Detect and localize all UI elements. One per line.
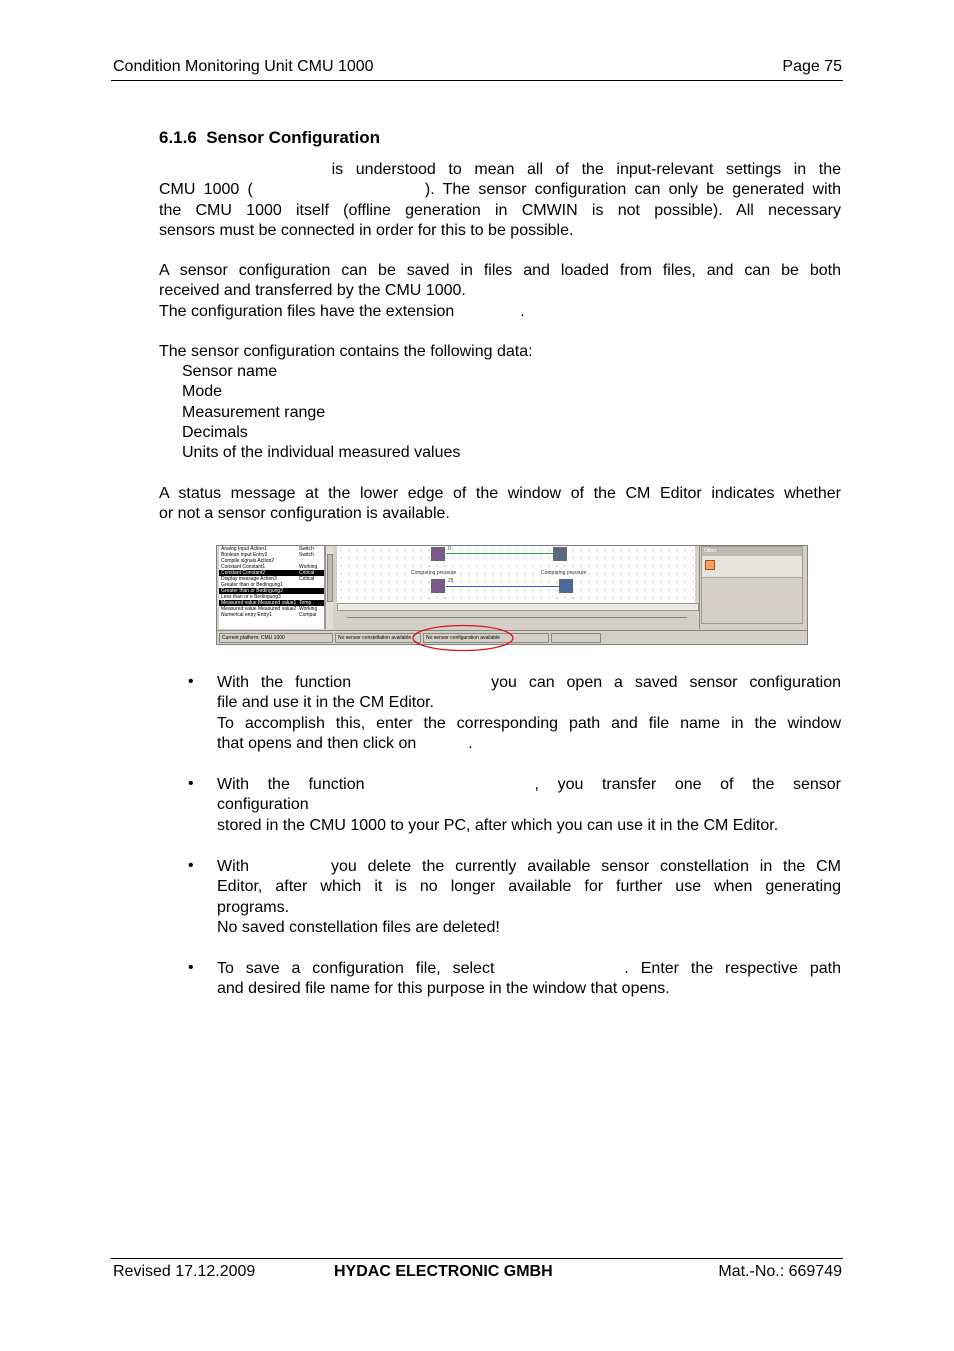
footer-rule — [111, 1258, 843, 1259]
section-heading — [159, 128, 380, 148]
bullet-item — [217, 959, 841, 1000]
text-line: Editor, after which it is no longer available for further use when generating — [217, 878, 841, 896]
node-value: 0 — [448, 546, 451, 552]
node-value: 25 — [448, 578, 454, 584]
footer-revision: Revised 17.12.2009 — [113, 1263, 256, 1280]
status-empty — [551, 633, 601, 643]
bullet-item — [217, 857, 841, 938]
other-pane — [702, 556, 802, 578]
footer-material-number: Mat.-No.: 669749 — [718, 1263, 842, 1280]
tree-scrollbar — [325, 546, 333, 629]
text-line: and desired file name for this purpose in the window that opens. — [217, 980, 670, 998]
data-list — [182, 362, 460, 463]
header-rule — [111, 80, 843, 81]
list-item: Units of the individual measured values — [182, 444, 461, 462]
text-line: No saved constellation files are deleted! — [217, 918, 500, 936]
highlight-ellipse — [410, 622, 516, 654]
list-item: Measurement range — [182, 403, 326, 421]
tree-row: Greater than or Bedingung2 — [219, 588, 324, 594]
files-paragraph — [159, 261, 841, 322]
program-canvas — [337, 546, 695, 608]
link-line-blue — [446, 586, 560, 587]
text-line: that opens and then click on . — [217, 734, 473, 752]
bullet-item — [217, 775, 841, 836]
text-line: file and use it in the CM Editor. — [217, 694, 434, 712]
text-line: CMU 1000 ( ). The sensor configuration can only be generated with — [159, 181, 842, 199]
bullet-dot: • — [188, 857, 194, 874]
text-line: To save a configuration file, select . Enter the respective path — [217, 960, 841, 977]
tree-row: Boolean input Entry2 Switch — [221, 552, 314, 558]
tree-row: Numerical entry Entry1 Compar — [221, 612, 317, 618]
tree-row: Constant Constant1 Working — [221, 564, 318, 570]
zoom-track — [347, 617, 687, 618]
canvas-hscrollbar — [337, 603, 699, 611]
text-line: stored in the CMU 1000 to your PC, after which you can use it in the CM Editor. — [217, 816, 779, 834]
intro-paragraph — [159, 160, 841, 241]
status-platform: Current platform: CMU 1000 — [219, 633, 333, 643]
text-line: A sensor configuration can be saved in files and loaded from files, and can be both — [159, 262, 841, 279]
pane-divider — [699, 546, 700, 629]
tree-row: Compile signals Action2 — [221, 558, 275, 564]
text-line: configuration — [217, 796, 309, 814]
text-line: The configuration files have the extension . — [159, 302, 525, 320]
tree-row: Greater than or Bedingung1 — [221, 582, 283, 588]
text-line: or not a sensor configuration is available. — [159, 505, 450, 523]
note-icon — [705, 560, 715, 570]
bullet-dot: • — [188, 775, 194, 792]
text-line: With you delete the currently available sensor constellation in the CM — [217, 858, 841, 875]
bullet-dot: • — [188, 673, 194, 690]
text-line: is understood to mean all of the input-relevant settings in the — [331, 161, 841, 178]
tree-row: Less than or e Bedingung3 — [221, 594, 281, 600]
tree-row: Measured value Measured value2 Working — [221, 606, 318, 612]
text-line: To accomplish this, enter the corresponding path and file name in the window — [217, 714, 841, 732]
section-title: Sensor Configuration — [206, 128, 381, 147]
tree-row: Constant Constant2 Critical — [219, 570, 324, 576]
bullet-item — [217, 673, 841, 754]
node-label: Comparing pressure — [541, 570, 587, 576]
list-item: Mode — [182, 383, 223, 401]
section-number: 6.1.6 — [159, 128, 197, 147]
text-line: sensors must be connected in order for this to be possible. — [159, 221, 574, 239]
text-line: received and transferred by the CMU 1000. — [159, 282, 466, 300]
status-configuration: No sensor configuration available — [423, 633, 549, 643]
status-constellation: No sensor constellation available — [335, 633, 421, 643]
other-tab: Other — [702, 547, 802, 556]
text-line: With the function , you transfer one of the sensor — [217, 776, 841, 793]
constant-node-icon — [431, 579, 445, 593]
comparator-node-icon — [559, 579, 573, 593]
data-intro: The sensor configuration contains the following data: — [159, 343, 533, 360]
text-line: the CMU 1000 itself (offline generation in CMWIN is not possible). All necessary — [159, 201, 841, 219]
tree-row: Analog Input Action1 Switch — [221, 546, 314, 552]
bullet-dot: • — [188, 959, 194, 976]
tree-row: Display message Action3 Critical — [221, 576, 315, 582]
node-label: Comparing pressure — [411, 570, 457, 576]
status-paragraph — [159, 484, 841, 525]
text-line: A status message at the lower edge of the window of the CM Editor indicates whether — [159, 485, 841, 502]
zoom-slider — [337, 612, 699, 624]
list-item: Decimals — [182, 423, 248, 441]
element-tree — [219, 546, 325, 629]
tree-row: Measured value Measured value1 Temp — [219, 600, 324, 606]
link-line-green — [446, 553, 554, 554]
list-item: Sensor name — [182, 363, 278, 380]
measured-value-node-icon — [431, 547, 445, 561]
comparator-node-icon — [553, 547, 567, 561]
text-line: programs. — [217, 898, 290, 916]
text-line: With the function you can open a saved sensor configuration — [217, 674, 842, 691]
footer-company: HYDAC ELECTRONIC GMBH — [334, 1263, 553, 1280]
running-header-title: Condition Monitoring Unit CMU 1000 — [113, 58, 374, 75]
page-number: Page 75 — [782, 58, 842, 75]
scroll-thumb — [327, 554, 333, 602]
other-panel — [701, 546, 803, 624]
